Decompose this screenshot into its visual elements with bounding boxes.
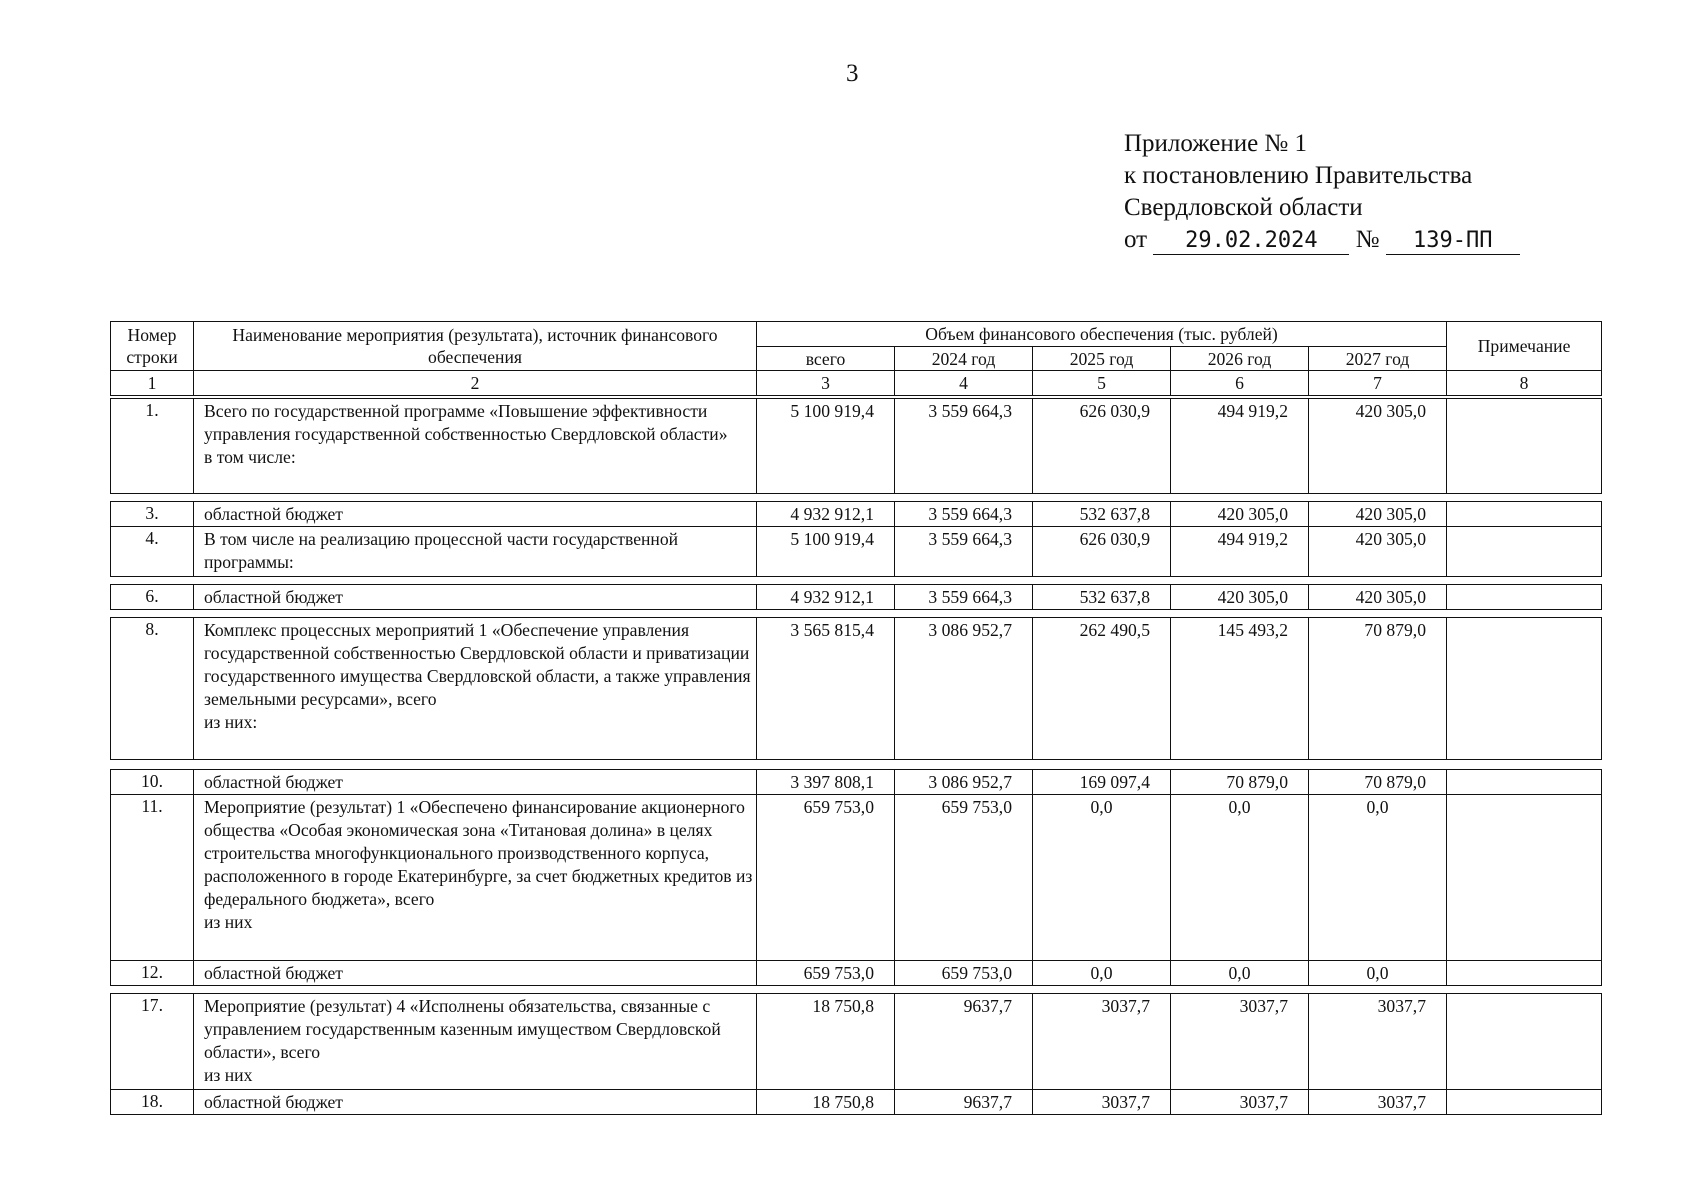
- row-name: Комплекс процессных мероприятий 1 «Обеспечение управления государственной собственностью Свердловской области и приватизации государственного имущества Свердловской области, а также управления земельными ресурсами», всего из них:: [194, 618, 757, 760]
- row-2026: 494 919,2: [1171, 527, 1309, 577]
- table-row: [111, 961, 1602, 986]
- row-2027: 0,0: [1309, 795, 1447, 961]
- row-note: [1447, 585, 1602, 610]
- row-number: 11.: [111, 795, 194, 961]
- row-name: областной бюджет: [194, 1090, 757, 1115]
- row-name: областной бюджет: [194, 770, 757, 795]
- page-number: 3: [846, 60, 859, 87]
- row-2027: 420 305,0: [1309, 399, 1447, 494]
- row-2024: 3 086 952,7: [895, 770, 1033, 795]
- row-note: [1447, 961, 1602, 986]
- row-2025: 532 637,8: [1033, 585, 1171, 610]
- row-note: [1447, 795, 1602, 961]
- number-label: №: [1355, 226, 1380, 253]
- row-2026: 0,0: [1171, 795, 1309, 961]
- row-name: Мероприятие (результат) 1 «Обеспечено финансирование акционерного общества «Особая экономическая зона «Титановая долина» в целях строительства многофункционального производственного корпуса, расположенного в городе Екатеринбурге, за счет бюджетных кредитов из федерального бюджета», всего из них: [194, 795, 757, 961]
- row-2027: 3037,7: [1309, 1090, 1447, 1115]
- row-2024: 3 086 952,7: [895, 618, 1033, 760]
- row-number: 6.: [111, 585, 194, 610]
- row-2024: 3 559 664,3: [895, 502, 1033, 527]
- table-block: [110, 584, 1602, 610]
- row-name: Всего по государственной программе «Повышение эффективности управления государственной собственностью Свердловской области» в том числе:: [194, 399, 757, 494]
- row-total: 4 932 912,1: [757, 585, 895, 610]
- column-number: 8: [1447, 371, 1602, 396]
- appendix-header: [1124, 128, 1520, 256]
- row-2025: 169 097,4: [1033, 770, 1171, 795]
- table-row: [111, 527, 1602, 577]
- column-number: 2: [194, 371, 757, 396]
- row-note: [1447, 527, 1602, 577]
- table-block: [110, 993, 1602, 1115]
- row-note: [1447, 502, 1602, 527]
- appendix-title: Приложение № 1: [1124, 130, 1308, 157]
- row-note: [1447, 994, 1602, 1090]
- table-block: [110, 617, 1602, 760]
- table-row: [111, 399, 1602, 494]
- row-number: 17.: [111, 994, 194, 1090]
- row-2025: 0,0: [1033, 795, 1171, 961]
- table-row: [111, 585, 1602, 610]
- row-name: областной бюджет: [194, 585, 757, 610]
- header-2026: 2026 год: [1171, 347, 1309, 371]
- row-2024: 9637,7: [895, 1090, 1033, 1115]
- row-2024: 659 753,0: [895, 795, 1033, 961]
- row-2024: 3 559 664,3: [895, 585, 1033, 610]
- row-number: 12.: [111, 961, 194, 986]
- appendix-resolution-line: к постановлению Правительства: [1124, 162, 1473, 189]
- row-2026: 3037,7: [1171, 1090, 1309, 1115]
- column-number: 3: [757, 371, 895, 396]
- row-2026: 420 305,0: [1171, 585, 1309, 610]
- row-number: 4.: [111, 527, 194, 577]
- header-2027: 2027 год: [1309, 347, 1447, 371]
- row-2027: 0,0: [1309, 961, 1447, 986]
- row-name: В том числе на реализацию процессной части государственной программы:: [194, 527, 757, 577]
- row-note: [1447, 770, 1602, 795]
- table-row: [111, 502, 1602, 527]
- row-total: 18 750,8: [757, 994, 895, 1090]
- row-total: 5 100 919,4: [757, 527, 895, 577]
- header-name: Наименование мероприятия (результата), источник финансового обеспечения: [194, 322, 757, 371]
- row-2027: 3037,7: [1309, 994, 1447, 1090]
- row-number: 1.: [111, 399, 194, 494]
- column-number: 7: [1309, 371, 1447, 396]
- header-volume: Объем финансового обеспечения (тыс. рублей): [757, 322, 1447, 347]
- row-note: [1447, 399, 1602, 494]
- from-label: от: [1124, 226, 1148, 253]
- row-2026: 3037,7: [1171, 994, 1309, 1090]
- row-2024: 659 753,0: [895, 961, 1033, 986]
- row-2025: 626 030,9: [1033, 527, 1171, 577]
- row-2026: 145 493,2: [1171, 618, 1309, 760]
- header-note: Примечание: [1447, 322, 1602, 371]
- resolution-date: 29.02.2024: [1153, 228, 1349, 255]
- row-2025: 532 637,8: [1033, 502, 1171, 527]
- column-number: 5: [1033, 371, 1171, 396]
- row-2025: 0,0: [1033, 961, 1171, 986]
- table-row: [111, 994, 1602, 1090]
- appendix-region-line: Свердловской области: [1124, 194, 1363, 221]
- row-total: 659 753,0: [757, 961, 895, 986]
- row-total: 4 932 912,1: [757, 502, 895, 527]
- row-2027: 70 879,0: [1309, 770, 1447, 795]
- resolution-number: 139-ПП: [1386, 228, 1520, 255]
- row-name: Мероприятие (результат) 4 «Исполнены обязательства, связанные с управлением государственным казенным имуществом Свердловской области», всего из них: [194, 994, 757, 1090]
- table-row: [111, 795, 1602, 961]
- header-2025: 2025 год: [1033, 347, 1171, 371]
- row-name: областной бюджет: [194, 961, 757, 986]
- row-2026: 0,0: [1171, 961, 1309, 986]
- table-row: [111, 770, 1602, 795]
- row-2026: 420 305,0: [1171, 502, 1309, 527]
- row-total: 3 565 815,4: [757, 618, 895, 760]
- header-total: всего: [757, 347, 895, 371]
- row-2026: 494 919,2: [1171, 399, 1309, 494]
- row-2027: 420 305,0: [1309, 527, 1447, 577]
- row-note: [1447, 1090, 1602, 1115]
- column-number: 1: [111, 371, 194, 396]
- table-row: [111, 1090, 1602, 1115]
- row-total: 3 397 808,1: [757, 770, 895, 795]
- row-name: областной бюджет: [194, 502, 757, 527]
- column-number: 6: [1171, 371, 1309, 396]
- row-2027: 70 879,0: [1309, 618, 1447, 760]
- row-2025: 262 490,5: [1033, 618, 1171, 760]
- header-2024: 2024 год: [895, 347, 1033, 371]
- row-2025: 3037,7: [1033, 994, 1171, 1090]
- row-total: 18 750,8: [757, 1090, 895, 1115]
- row-number: 3.: [111, 502, 194, 527]
- table-header: [110, 321, 1602, 396]
- table-block: [110, 501, 1602, 577]
- row-2024: 3 559 664,3: [895, 527, 1033, 577]
- table-block: [110, 398, 1602, 494]
- column-number-row: [111, 371, 1602, 396]
- row-number: 10.: [111, 770, 194, 795]
- row-total: 5 100 919,4: [757, 399, 895, 494]
- row-number: 18.: [111, 1090, 194, 1115]
- row-2026: 70 879,0: [1171, 770, 1309, 795]
- row-total: 659 753,0: [757, 795, 895, 961]
- row-2024: 9637,7: [895, 994, 1033, 1090]
- table-row: [111, 618, 1602, 760]
- row-2027: 420 305,0: [1309, 585, 1447, 610]
- column-number: 4: [895, 371, 1033, 396]
- row-2025: 3037,7: [1033, 1090, 1171, 1115]
- row-note: [1447, 618, 1602, 760]
- header-row-number: Номер строки: [111, 322, 194, 371]
- appendix-date-line: [1124, 224, 1520, 256]
- row-2027: 420 305,0: [1309, 502, 1447, 527]
- row-number: 8.: [111, 618, 194, 760]
- table-block: [110, 769, 1602, 986]
- row-2024: 3 559 664,3: [895, 399, 1033, 494]
- row-2025: 626 030,9: [1033, 399, 1171, 494]
